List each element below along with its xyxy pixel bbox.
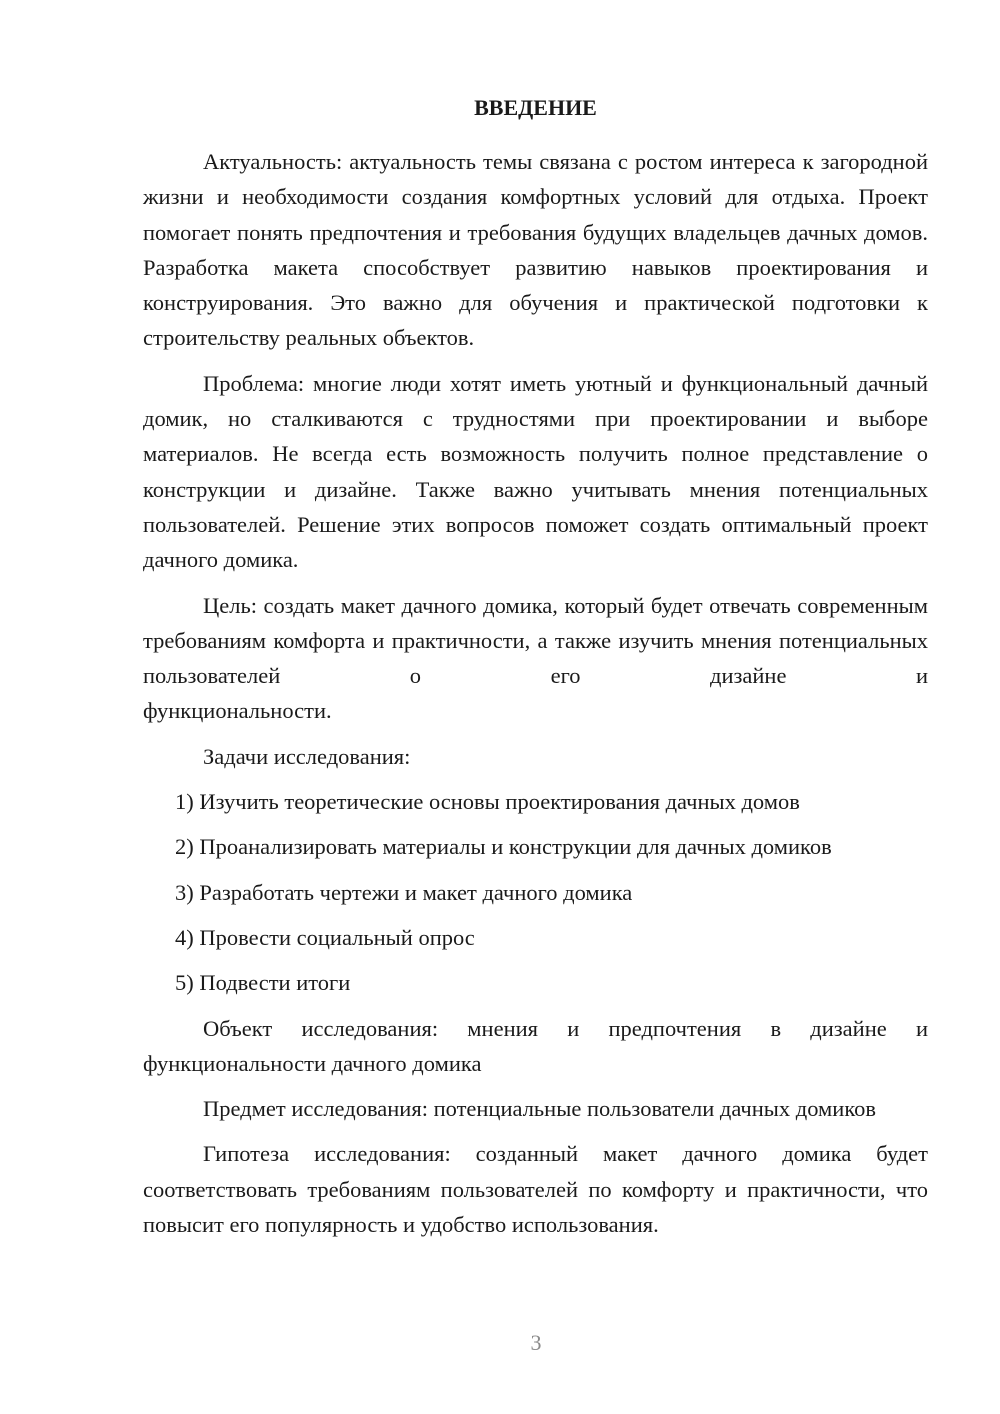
tasks-list <box>143 784 928 1000</box>
list-item: 2) Проанализировать материалы и конструкции для дачных домиков <box>175 834 832 860</box>
list-item: 3) Разработать чертежи и макет дачного домика <box>175 879 633 905</box>
tasks-title: Задачи исследования: <box>203 743 411 769</box>
problem-paragraph: Проблема: многие люди хотят иметь уютный и функциональный дачный домик, но сталкиваются с трудностями при проектировании и выборе материалов. Не всегда есть возможность получить полное представление о конструкции и дизайне. Также важно учитывать мнения потенциальных пользователей. Решение этих вопросов поможет создать оптимальный проект дачного домика. <box>143 370 928 573</box>
list-item: 5) Подвести итоги <box>175 970 351 996</box>
subject-paragraph: Предмет исследования: потенциальные пользователи дачных домиков <box>203 1096 876 1122</box>
list-item: 1) Изучить теоретические основы проектирования дачных домов <box>175 789 800 815</box>
hypothesis-paragraph: Гипотеза исследования: созданный макет дачного домика будет соответствовать требованиям пользователей по комфорту и практичности, что повысит его популярность и удобство использования. <box>143 1141 928 1238</box>
relevance-paragraph: Актуальность: актуальность темы связана с ростом интереса к загородной жизни и необходимости создания комфортных условий для отдыха. Проект помогает понять предпочтения и требования будущих владельцев дачных домов. Разработка макета способствует развитию навыков проектирования и конструирования. Это важно для обучения и практической подготовки к строительству реальных объектов. <box>143 149 928 351</box>
document-page <box>143 92 928 1252</box>
goal-text: Цель: создать макет дачного домика, который будет отвечать современным требованиям комфорта и практичности, а также изучить мнения потенциальных пользователей о его дизайне и <box>143 592 928 689</box>
object-paragraph: Объект исследования: мнения и предпочтения в дизайне и функциональности дачного домика <box>143 1015 928 1076</box>
goal-text-end: функциональности. <box>143 698 332 724</box>
page-number: 3 <box>530 1330 542 1355</box>
goal-paragraph <box>143 588 928 729</box>
section-heading: ВВЕДЕНИЕ <box>474 95 597 120</box>
list-item: 4) Провести социальный опрос <box>175 924 475 950</box>
